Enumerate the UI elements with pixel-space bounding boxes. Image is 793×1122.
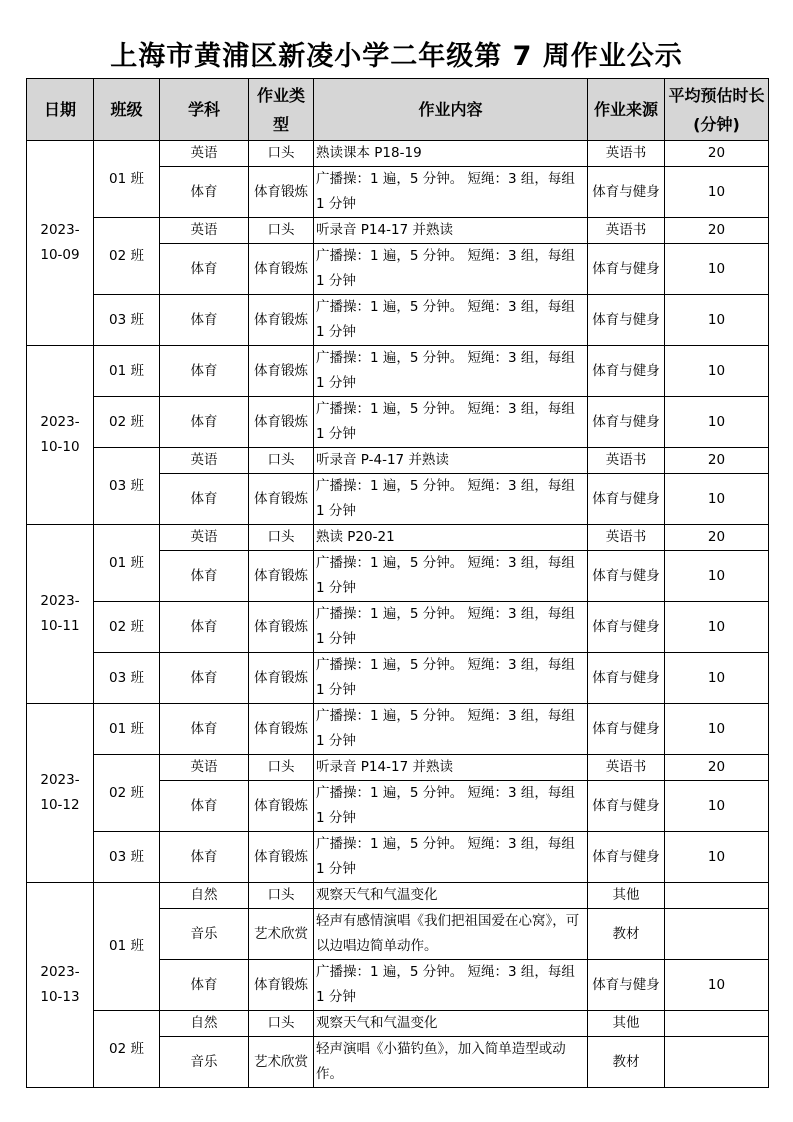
content-cell: 广播操：1 遍，5 分钟。 短绳：3 组，每组 1 分钟	[314, 602, 588, 653]
type-cell: 体育锻炼	[249, 474, 314, 525]
content-cell: 观察天气和气温变化	[314, 1011, 588, 1037]
source-cell: 体育与健身	[588, 832, 665, 883]
table-row	[27, 295, 769, 346]
subject-cell: 体育	[160, 832, 249, 883]
type-cell: 口头	[249, 141, 314, 167]
minutes-cell	[665, 883, 769, 909]
subject-cell: 体育	[160, 704, 249, 755]
minutes-cell: 10	[665, 781, 769, 832]
class-cell: 01 班	[94, 346, 160, 397]
content-cell: 听录音 P-4-17 并熟读	[314, 448, 588, 474]
subject-cell: 体育	[160, 551, 249, 602]
table-row	[27, 448, 769, 474]
class-cell: 01 班	[94, 525, 160, 602]
table-row	[27, 704, 769, 755]
type-cell: 口头	[249, 1011, 314, 1037]
class-cell: 01 班	[94, 704, 160, 755]
source-cell: 体育与健身	[588, 244, 665, 295]
type-cell: 艺术欣赏	[249, 909, 314, 960]
subject-cell: 英语	[160, 218, 249, 244]
date-cell: 2023-10-13	[27, 883, 94, 1088]
type-cell: 体育锻炼	[249, 244, 314, 295]
type-cell: 口头	[249, 218, 314, 244]
type-cell: 口头	[249, 755, 314, 781]
content-cell: 轻声演唱《小猫钓鱼》，加入简单造型或动作。	[314, 1037, 588, 1088]
type-cell: 体育锻炼	[249, 832, 314, 883]
content-cell: 熟读 P20-21	[314, 525, 588, 551]
subject-cell: 体育	[160, 167, 249, 218]
minutes-cell: 10	[665, 346, 769, 397]
source-cell: 体育与健身	[588, 781, 665, 832]
type-cell: 口头	[249, 525, 314, 551]
source-cell: 体育与健身	[588, 346, 665, 397]
minutes-cell: 10	[665, 551, 769, 602]
minutes-cell: 10	[665, 397, 769, 448]
minutes-cell	[665, 909, 769, 960]
date-cell: 2023-10-11	[27, 525, 94, 704]
class-cell: 02 班	[94, 755, 160, 832]
homework-table	[26, 78, 769, 1088]
content-cell: 听录音 P14-17 并熟读	[314, 755, 588, 781]
class-cell: 01 班	[94, 883, 160, 1011]
table-row	[27, 397, 769, 448]
class-cell: 03 班	[94, 295, 160, 346]
source-cell: 其他	[588, 1011, 665, 1037]
subject-cell: 体育	[160, 244, 249, 295]
header-source: 作业来源	[588, 79, 665, 141]
page-title: 上海市黄浦区新凌小学二年级第 7 周作业公示	[110, 41, 683, 72]
class-cell: 03 班	[94, 832, 160, 883]
subject-cell: 英语	[160, 525, 249, 551]
subject-cell: 英语	[160, 141, 249, 167]
source-cell: 体育与健身	[588, 295, 665, 346]
header-class: 班级	[94, 79, 160, 141]
table-row	[27, 832, 769, 883]
header-type: 作业类型	[249, 79, 314, 141]
content-cell: 广播操：1 遍，5 分钟。 短绳：3 组，每组 1 分钟	[314, 832, 588, 883]
content-cell: 观察天气和气温变化	[314, 883, 588, 909]
type-cell: 体育锻炼	[249, 960, 314, 1011]
type-cell: 口头	[249, 883, 314, 909]
class-cell: 02 班	[94, 218, 160, 295]
content-cell: 听录音 P14-17 并熟读	[314, 218, 588, 244]
header-minutes: 平均预估时长(分钟)	[665, 79, 769, 141]
type-cell: 体育锻炼	[249, 397, 314, 448]
minutes-cell: 10	[665, 704, 769, 755]
minutes-cell: 10	[665, 244, 769, 295]
table-row	[27, 141, 769, 167]
minutes-cell	[665, 1011, 769, 1037]
table-row	[27, 346, 769, 397]
minutes-cell: 10	[665, 474, 769, 525]
table-row	[27, 755, 769, 781]
class-cell: 03 班	[94, 653, 160, 704]
subject-cell: 音乐	[160, 1037, 249, 1088]
class-cell: 02 班	[94, 397, 160, 448]
source-cell: 体育与健身	[588, 602, 665, 653]
subject-cell: 体育	[160, 781, 249, 832]
content-cell: 广播操：1 遍，5 分钟。 短绳：3 组，每组 1 分钟	[314, 167, 588, 218]
subject-cell: 体育	[160, 346, 249, 397]
type-cell: 体育锻炼	[249, 346, 314, 397]
class-cell: 01 班	[94, 141, 160, 218]
content-cell: 广播操：1 遍，5 分钟。 短绳：3 组，每组 1 分钟	[314, 346, 588, 397]
table-row	[27, 602, 769, 653]
subject-cell: 体育	[160, 960, 249, 1011]
source-cell: 英语书	[588, 448, 665, 474]
content-cell: 广播操：1 遍，5 分钟。 短绳：3 组，每组 1 分钟	[314, 397, 588, 448]
subject-cell: 体育	[160, 295, 249, 346]
type-cell: 体育锻炼	[249, 551, 314, 602]
subject-cell: 自然	[160, 1011, 249, 1037]
content-cell: 广播操：1 遍，5 分钟。 短绳：3 组，每组 1 分钟	[314, 244, 588, 295]
minutes-cell: 10	[665, 295, 769, 346]
content-cell: 广播操：1 遍，5 分钟。 短绳：3 组，每组 1 分钟	[314, 781, 588, 832]
minutes-cell: 20	[665, 448, 769, 474]
table-row	[27, 218, 769, 244]
source-cell: 英语书	[588, 755, 665, 781]
subject-cell: 体育	[160, 653, 249, 704]
source-cell: 其他	[588, 883, 665, 909]
source-cell: 教材	[588, 1037, 665, 1088]
minutes-cell: 10	[665, 653, 769, 704]
content-cell: 广播操：1 遍，5 分钟。 短绳：3 组，每组 1 分钟	[314, 653, 588, 704]
content-cell: 熟读课本 P18-19	[314, 141, 588, 167]
class-cell: 02 班	[94, 1011, 160, 1088]
date-cell: 2023-10-12	[27, 704, 94, 883]
content-cell: 轻声有感情演唱《我们把祖国爱在心窝》，可以边唱边简单动作。	[314, 909, 588, 960]
type-cell: 体育锻炼	[249, 653, 314, 704]
subject-cell: 体育	[160, 602, 249, 653]
source-cell: 体育与健身	[588, 474, 665, 525]
type-cell: 艺术欣赏	[249, 1037, 314, 1088]
source-cell: 体育与健身	[588, 704, 665, 755]
content-cell: 广播操：1 遍，5 分钟。 短绳：3 组，每组 1 分钟	[314, 551, 588, 602]
content-cell: 广播操：1 遍，5 分钟。 短绳：3 组，每组 1 分钟	[314, 960, 588, 1011]
type-cell: 体育锻炼	[249, 295, 314, 346]
source-cell: 体育与健身	[588, 960, 665, 1011]
subject-cell: 音乐	[160, 909, 249, 960]
type-cell: 体育锻炼	[249, 781, 314, 832]
source-cell: 英语书	[588, 525, 665, 551]
minutes-cell: 10	[665, 960, 769, 1011]
table-row	[27, 653, 769, 704]
minutes-cell: 20	[665, 218, 769, 244]
type-cell: 体育锻炼	[249, 167, 314, 218]
minutes-cell: 10	[665, 602, 769, 653]
table-row	[27, 525, 769, 551]
table-row	[27, 1011, 769, 1037]
type-cell: 体育锻炼	[249, 704, 314, 755]
source-cell: 体育与健身	[588, 397, 665, 448]
subject-cell: 自然	[160, 883, 249, 909]
content-cell: 广播操：1 遍，5 分钟。 短绳：3 组，每组 1 分钟	[314, 295, 588, 346]
date-cell: 2023-10-10	[27, 346, 94, 525]
minutes-cell	[665, 1037, 769, 1088]
subject-cell: 体育	[160, 474, 249, 525]
subject-cell: 英语	[160, 448, 249, 474]
source-cell: 体育与健身	[588, 551, 665, 602]
minutes-cell: 20	[665, 525, 769, 551]
content-cell: 广播操：1 遍，5 分钟。 短绳：3 组，每组 1 分钟	[314, 704, 588, 755]
type-cell: 口头	[249, 448, 314, 474]
source-cell: 体育与健身	[588, 167, 665, 218]
minutes-cell: 10	[665, 167, 769, 218]
header-row	[27, 79, 769, 141]
subject-cell: 英语	[160, 755, 249, 781]
minutes-cell: 20	[665, 141, 769, 167]
table-row	[27, 883, 769, 909]
source-cell: 英语书	[588, 218, 665, 244]
minutes-cell: 20	[665, 755, 769, 781]
source-cell: 英语书	[588, 141, 665, 167]
header-date: 日期	[27, 79, 94, 141]
class-cell: 03 班	[94, 448, 160, 525]
date-cell: 2023-10-09	[27, 141, 94, 346]
subject-cell: 体育	[160, 397, 249, 448]
source-cell: 体育与健身	[588, 653, 665, 704]
header-subject: 学科	[160, 79, 249, 141]
minutes-cell: 10	[665, 832, 769, 883]
header-content: 作业内容	[314, 79, 588, 141]
content-cell: 广播操：1 遍，5 分钟。 短绳：3 组，每组 1 分钟	[314, 474, 588, 525]
source-cell: 教材	[588, 909, 665, 960]
class-cell: 02 班	[94, 602, 160, 653]
type-cell: 体育锻炼	[249, 602, 314, 653]
